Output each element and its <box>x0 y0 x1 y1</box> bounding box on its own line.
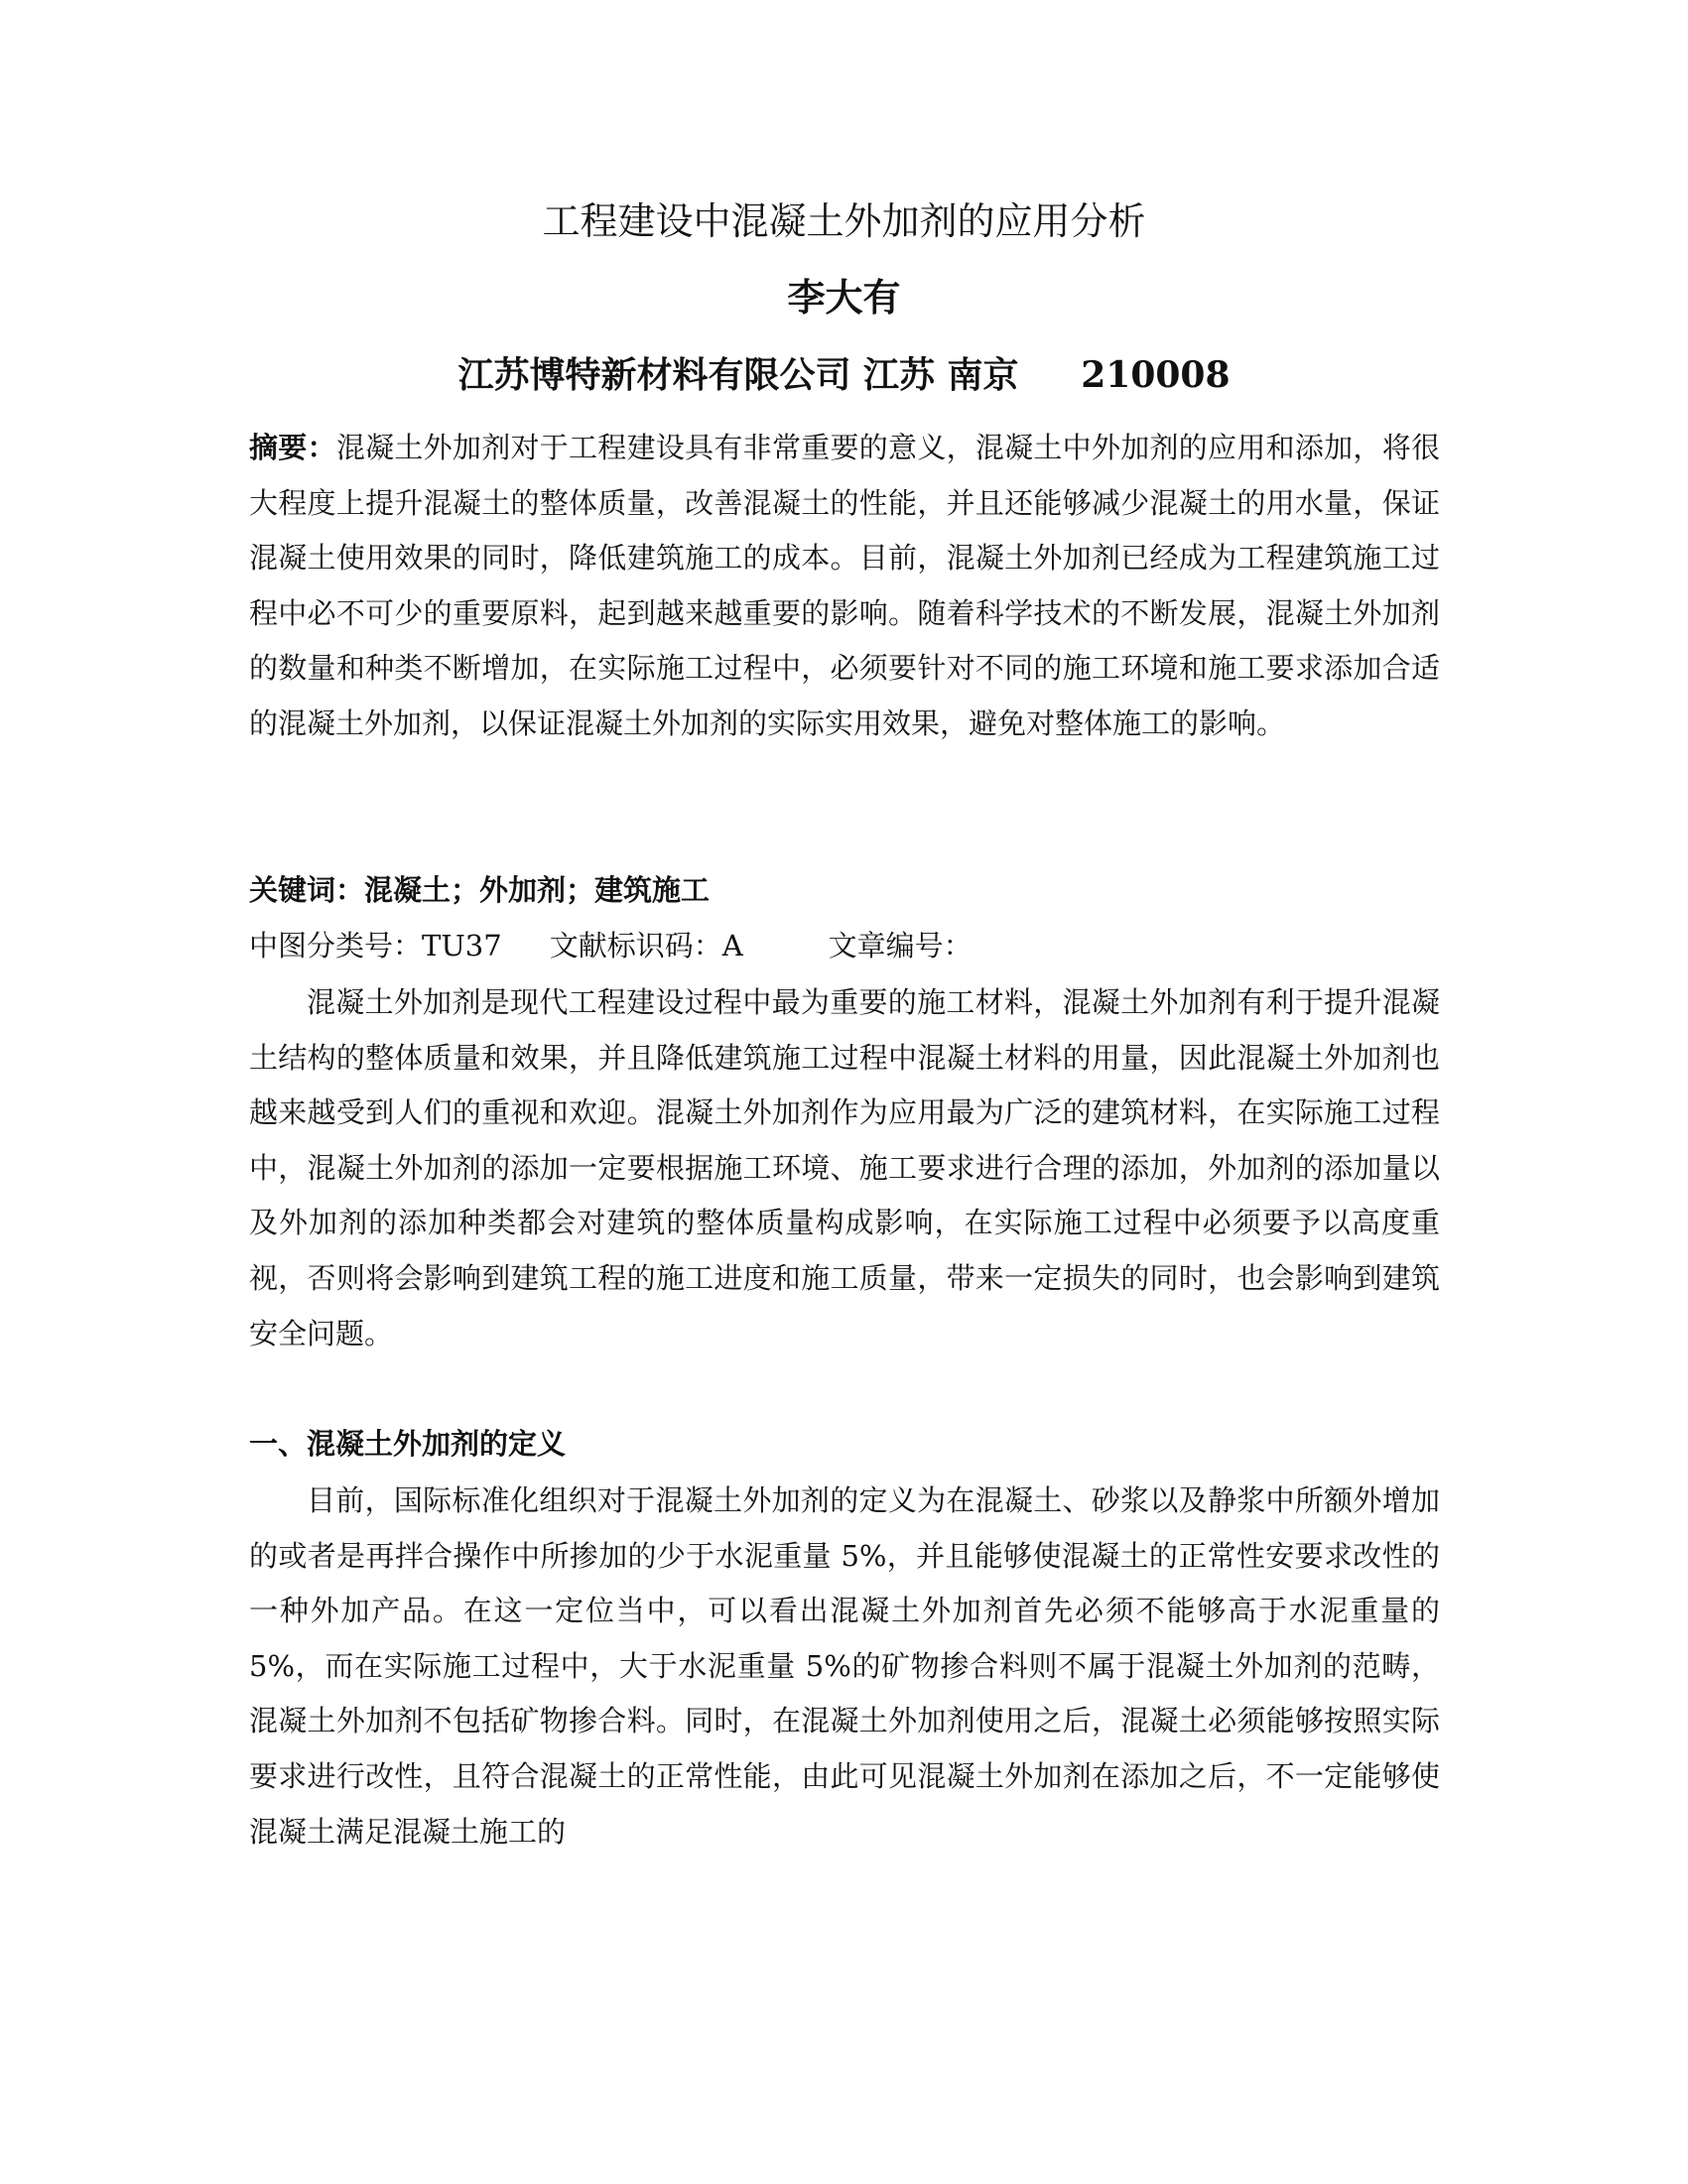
affiliation: 江苏博特新材料有限公司 江苏 南京 210008 <box>457 354 1231 396</box>
intro-paragraph: 混凝土外加剂是现代工程建设过程中最为重要的施工材料，混凝土外加剂有利于提升混凝土结构的整体质量和效果，并且降低建筑施工过程中混凝土材料的用量，因此混凝土外加剂也越来越受到人们的重视和欢迎。混凝土外加剂作为应用最为广泛的建筑材料，在实际施工过程中，混凝土外加剂的添加一定要根据施工环境、施工要求进行合理的添加，外加剂的添加量以及外加剂的添加种类都会对建筑的整体质量构成影响，在实际施工过程中必须要予以高度重视，否则将会影响到建筑工程的施工进度和施工质量，带来一定损失的同时，也会影响到建筑安全问题。 <box>249 985 1440 1350</box>
section-1-paragraph: 目前，国际标准化组织对于混凝土外加剂的定义为在混凝土、砂浆以及静浆中所额外增加的或者是再拌合操作中所掺加的少于水泥重量 5%，并且能够使混凝土的正常性安要求改性的一种外加产品。在这一定位当中，可以看出混凝土外加剂首先必须不能够高于水泥重量的 5%，而在实际施工过程中，大于水泥重量 5%的矿物掺合料则不属于混凝土外加剂的范畴，混凝土外加剂不包括矿物掺合料。同时，在混凝土外加剂使用之后，混凝土必须能够按照实际要求进行改性，且符合混凝土的正常性能，由此可见混凝土外加剂在添加之后，不一定能够使混凝土满足混凝土施工的 <box>249 1483 1440 1849</box>
author-name: 李大有 <box>787 275 901 320</box>
section-1-heading: 一、混凝土外加剂的定义 <box>249 1427 567 1461</box>
keywords: 关键词：混凝土；外加剂；建筑施工 <box>249 873 711 907</box>
document-code: 文献标识码：A <box>549 929 743 963</box>
abstract-label: 摘要： <box>249 431 336 464</box>
paper-title: 工程建设中混凝土外加剂的应用分析 <box>542 199 1146 243</box>
abstract <box>249 421 1440 865</box>
clc-number: 中图分类号：TU37 <box>249 929 502 963</box>
classification-line <box>249 919 1440 974</box>
abstract-text: 混凝土外加剂对于工程建设具有非常重要的意义，混凝土中外加剂的应用和添加，将很大程度上提升混凝土的整体质量，改善混凝土的性能，并且还能够减少混凝土的用水量，保证混凝土使用效果的同时，降低建筑施工的成本。目前，混凝土外加剂已经成为工程建筑施工过程中必不可少的重要原料，起到越来越重要的影响。随着科学技术的不断发展，混凝土外加剂的数量和种类不断增加，在实际施工过程中，必须要针对不同的施工环境和施工要求添加合适的混凝土外加剂，以保证混凝土外加剂的实际实用效果，避免对整体施工的影响。 <box>249 431 1440 740</box>
article-number: 文章编号： <box>828 929 973 963</box>
